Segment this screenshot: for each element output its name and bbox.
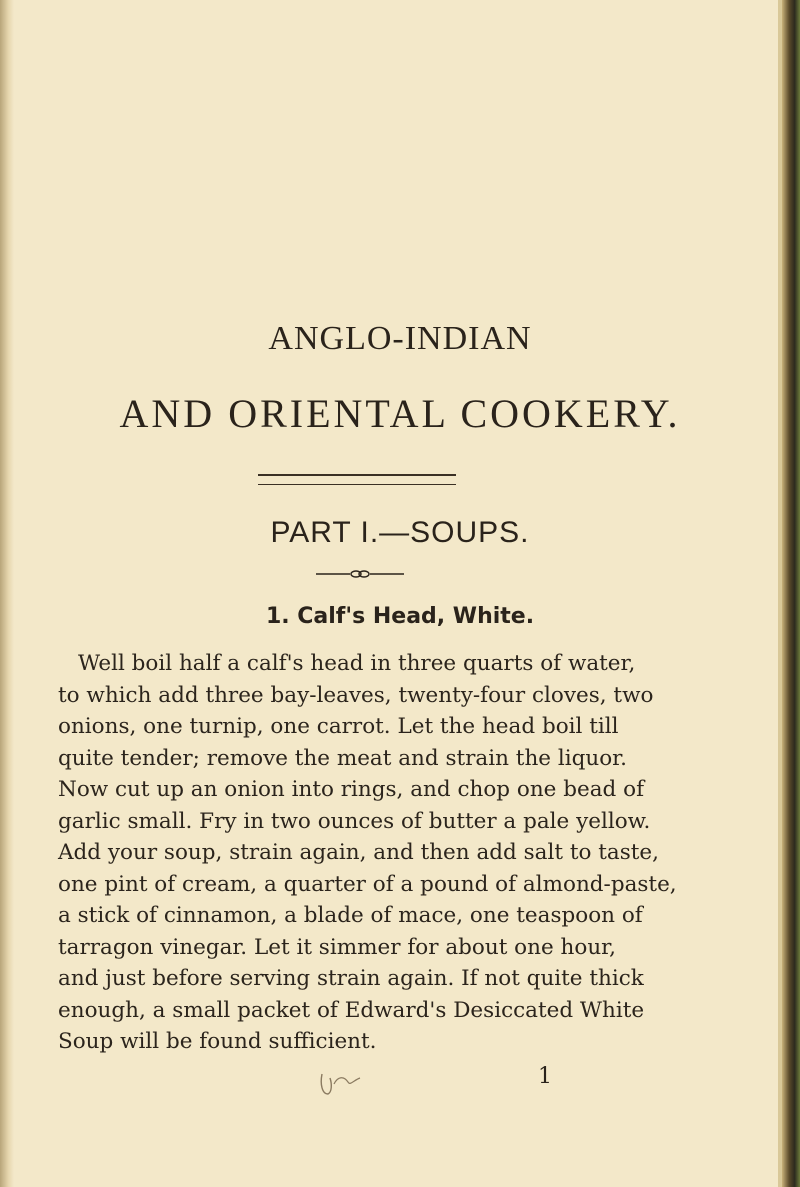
recipe-body [58,648,678,1058]
title-divider-rule [258,474,456,485]
recipe-line: Add your soup, strain again, and then add salt to taste, [58,840,659,865]
recipe-line: to which add three bay-leaves, twenty-four cloves, two [58,682,654,708]
recipe-line: and just before serving strain again. If not quite thick [58,966,644,991]
page-right-edge [782,0,800,1187]
recipe-line: one pint of cream, a quarter of a pound of almond-paste, [58,871,677,897]
ornament-divider-icon [316,568,404,580]
recipe-line: Soup will be found sufficient. [58,1029,377,1054]
recipe-title: 1. Calf's Head, White. [265,604,535,629]
recipe-line: Well boil half a calf's head in three quarts of water, [78,651,636,676]
part-heading: PART I.—SOUPS. [270,516,530,549]
recipe-line: a stick of cinnamon, a blade of mace, one teaspoon of [58,903,643,928]
recipe-line: tarragon vinegar. Let it simmer for about one hour, [58,934,616,960]
page-left-edge [0,0,14,1187]
book-title-line2: AND ORIENTAL COOKERY. [119,391,681,436]
book-title-line1: ANGLO-INDIAN [268,320,532,357]
recipe-line: Now cut up an onion into rings, and chop one bead of [58,777,645,802]
recipe-line: garlic small. Fry in two ounces of butter a pale yellow. [58,808,651,834]
recipe-line: enough, a small packet of Edward's Desiccated White [58,997,645,1023]
recipe-line: quite tender; remove the meat and strain the liquor. [58,745,627,771]
handwritten-mark-icon [318,1068,362,1098]
page-number: 1 [538,1064,552,1089]
recipe-line: onions, one turnip, one carrot. Let the head boil till [58,714,619,739]
